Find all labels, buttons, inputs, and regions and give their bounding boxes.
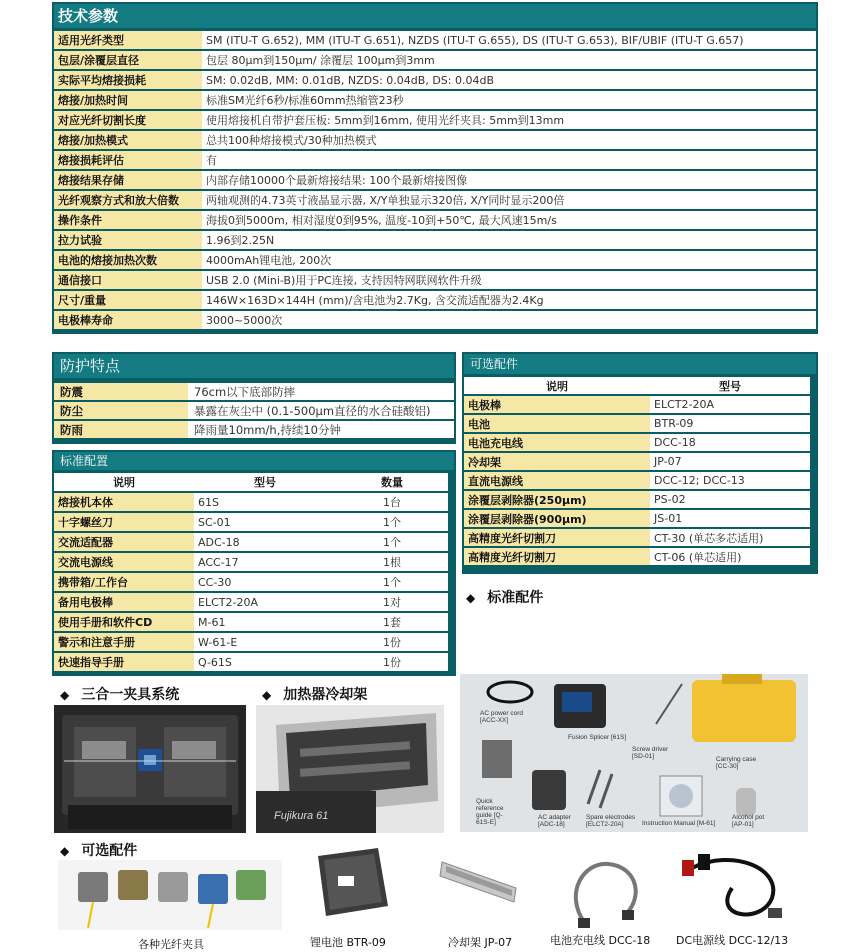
item-model: SC-01	[194, 513, 336, 531]
battery-photo	[312, 846, 392, 918]
spec-value: USB 2.0 (Mini-B)用于PC连接, 支持因特网联网软件升级	[202, 271, 816, 289]
clamps-caption: 各种光纤夹具	[138, 938, 204, 951]
table-row	[54, 533, 448, 551]
spec-value: 两轴观测的4.73英寸液晶显示器, X/Y单独显示320倍, X/Y同时显示200倍	[202, 191, 816, 209]
item-model: ELCT2-20A	[650, 396, 810, 413]
fiber-clamps-photo	[58, 860, 282, 930]
item-qty: 1台	[336, 493, 448, 511]
item-qty: 1个	[336, 533, 448, 551]
item-qty: 1份	[336, 633, 448, 651]
spec-row	[54, 151, 816, 169]
spec-title: 技术参数	[54, 4, 816, 28]
charge-cable-caption: 电池充电线 DCC-18	[550, 934, 651, 947]
table-row	[464, 415, 810, 432]
item-qty: 1根	[336, 553, 448, 571]
spec-table	[54, 29, 816, 331]
item-model: M-61	[194, 613, 336, 631]
item-name: 电池	[464, 415, 650, 432]
bullet-icon: ◆	[262, 688, 272, 702]
item-name: 使用手册和软件CD	[54, 613, 194, 631]
rack-caption: 冷却架 JP-07	[448, 936, 513, 949]
dc-cable-caption: DC电源线 DCC-12/13	[676, 934, 789, 947]
item-name: 交流电源线	[54, 553, 194, 571]
spec-row	[54, 51, 816, 69]
protection-title: 防护特点	[54, 354, 454, 378]
spec-label: 拉力试验	[54, 231, 202, 249]
item-qty: 1个	[336, 573, 448, 591]
kit-label-electrodes: Spare electrodes [ELCT2-20A]	[586, 814, 636, 828]
column-header: 说明	[54, 473, 194, 491]
protection-value: 暴露在灰尘中 (0.1-500μm直径的水合硅酸铝)	[188, 402, 454, 419]
item-model: PS-02	[650, 491, 810, 508]
table-header-row	[464, 377, 810, 394]
table-row	[54, 513, 448, 531]
optional-table	[464, 375, 810, 567]
item-model: ADC-18	[194, 533, 336, 551]
table-row	[54, 573, 448, 591]
spec-label: 操作条件	[54, 211, 202, 229]
table-row	[54, 633, 448, 651]
spec-label: 实际平均熔接损耗	[54, 71, 202, 89]
spec-value: 标准SM光纤6秒/标准60mm热缩管23秒	[202, 91, 816, 109]
spec-row	[54, 251, 816, 269]
item-name: 携带箱/工作台	[54, 573, 194, 591]
dc-cable-photo	[672, 848, 802, 930]
table-row	[464, 510, 810, 527]
item-name: 快速指导手册	[54, 653, 194, 671]
item-name: 电池充电线	[464, 434, 650, 451]
item-name: 十字螺丝刀	[54, 513, 194, 531]
spec-label: 包层/涂覆层直径	[54, 51, 202, 69]
item-name: 备用电极棒	[54, 593, 194, 611]
spec-value: 使用熔接机自带护套压板: 5mm到16mm, 使用光纤夹具: 5mm到13mm	[202, 111, 816, 129]
spec-label: 光纤观察方式和放大倍数	[54, 191, 202, 209]
clamp-system-photo	[54, 705, 246, 833]
kit-label-ac-cord: AC power cord [ACC-XX]	[480, 710, 523, 724]
table-row	[54, 593, 448, 611]
spec-row	[54, 291, 816, 309]
item-model: ACC-17	[194, 553, 336, 571]
protection-panel	[52, 352, 456, 444]
standard-accessories-heading: ◆ 标准配件	[466, 590, 544, 606]
table-row	[464, 491, 810, 508]
spec-value: 总共100种熔接模式/30种加热模式	[202, 131, 816, 149]
item-qty: 1对	[336, 593, 448, 611]
spec-value: 包层 80μm到150μm/ 涂覆层 100μm到3mm	[202, 51, 816, 69]
protection-table	[54, 381, 454, 440]
kit-label-adapter: AC adapter [ADC-18]	[538, 814, 571, 828]
kit-label-screwdriver: Screw driver [SD-01]	[632, 746, 669, 760]
standard-panel	[52, 450, 456, 676]
item-model: DCC-12; DCC-13	[650, 472, 810, 489]
spec-label: 熔接/加热时间	[54, 91, 202, 109]
spec-label: 熔接/加热模式	[54, 131, 202, 149]
spec-label: 通信接口	[54, 271, 202, 289]
item-model: JP-07	[650, 453, 810, 470]
item-name: 熔接机本体	[54, 493, 194, 511]
optional-accessories-heading: ◆ 可选配件	[60, 843, 138, 859]
heater-rack-photo	[256, 705, 444, 833]
spec-row	[54, 311, 816, 329]
brand-label: Fujikura 61	[274, 810, 329, 822]
spec-row	[54, 111, 816, 129]
spec-row	[54, 231, 816, 249]
spec-row	[54, 271, 816, 289]
spec-value: 146W×163D×144H (mm)/含电池为2.7Kg, 含交流适配器为2.4Kg	[202, 291, 816, 309]
optional-panel	[462, 352, 818, 574]
item-name: 涂覆层剥除器(900μm)	[464, 510, 650, 527]
item-name: 警示和注意手册	[54, 633, 194, 651]
item-qty: 1个	[336, 513, 448, 531]
spec-value: 内部存储10000个最新熔接结果: 100个最新熔接图像	[202, 171, 816, 189]
spec-value: SM (ITU-T G.652), MM (ITU-T G.651), NZDS (ITU-T G.655), DS (ITU-T G.653), BIF/UBIF (ITU-T G.657)	[202, 31, 816, 49]
table-row	[464, 548, 810, 565]
standard-table	[54, 471, 448, 673]
column-header: 型号	[194, 473, 336, 491]
table-row	[464, 529, 810, 546]
spec-label: 熔接损耗评估	[54, 151, 202, 169]
kit-label-splicer: Fusion Splicer [61S]	[568, 734, 627, 741]
kit-label-manual: Instruction Manual [M-61]	[642, 820, 716, 827]
charge-cable-photo	[564, 852, 650, 932]
spec-label: 熔接结果存储	[54, 171, 202, 189]
kit-label-alcohol: Alcohol pot [AP-01]	[732, 814, 765, 828]
item-name: 电极棒	[464, 396, 650, 413]
protection-value: 降雨量10mm/h,持续10分钟	[188, 421, 454, 438]
bullet-icon: ◆	[466, 591, 476, 605]
item-model: CC-30	[194, 573, 336, 591]
table-row	[54, 493, 448, 511]
protection-label: 防尘	[54, 402, 188, 419]
spec-row	[54, 131, 816, 149]
item-model: CT-30 (单芯多芯适用)	[650, 529, 810, 546]
column-header: 型号	[650, 377, 810, 394]
spec-row	[54, 31, 816, 49]
column-header: 说明	[464, 377, 650, 394]
protection-row	[54, 402, 454, 419]
heater-rack-heading: ◆ 加热器冷却架	[262, 687, 368, 703]
spec-row	[54, 71, 816, 89]
spec-row	[54, 211, 816, 229]
spec-value: 3000~5000次	[202, 311, 816, 329]
protection-row	[54, 421, 454, 438]
protection-value: 76cm以下底部防摔	[188, 383, 454, 400]
table-header-row	[54, 473, 448, 491]
protection-row	[54, 383, 454, 400]
item-model: Q-61S	[194, 653, 336, 671]
table-row	[54, 653, 448, 671]
table-row	[464, 434, 810, 451]
battery-caption: 锂电池 BTR-09	[310, 936, 386, 949]
table-row	[464, 396, 810, 413]
spec-value: SM: 0.02dB, MM: 0.01dB, NZDS: 0.04dB, DS: 0.04dB	[202, 71, 816, 89]
item-name: 高精度光纤切割刀	[464, 548, 650, 565]
item-model: 61S	[194, 493, 336, 511]
table-row	[54, 553, 448, 571]
spec-label: 尺寸/重量	[54, 291, 202, 309]
item-model: DCC-18	[650, 434, 810, 451]
spec-row	[54, 191, 816, 209]
item-model: CT-06 (单芯适用)	[650, 548, 810, 565]
spec-row	[54, 91, 816, 109]
spec-label: 电极棒寿命	[54, 311, 202, 329]
clamp-system-heading: ◆ 三合一夹具系统	[60, 687, 180, 703]
column-header: 数量	[336, 473, 448, 491]
item-name: 涂覆层剥除器(250μm)	[464, 491, 650, 508]
item-qty: 1套	[336, 613, 448, 631]
item-model: JS-01	[650, 510, 810, 527]
spec-label: 适用光纤类型	[54, 31, 202, 49]
spec-row	[54, 171, 816, 189]
item-model: ELCT2-20A	[194, 593, 336, 611]
bullet-icon: ◆	[60, 688, 70, 702]
item-name: 冷却架	[464, 453, 650, 470]
cooling-rack-photo	[438, 852, 522, 912]
item-model: BTR-09	[650, 415, 810, 432]
spec-label: 电池的熔接加热次数	[54, 251, 202, 269]
item-name: 交流适配器	[54, 533, 194, 551]
spec-label: 对应光纤切割长度	[54, 111, 202, 129]
spec-value: 有	[202, 151, 816, 169]
item-qty: 1份	[336, 653, 448, 671]
protection-label: 防雨	[54, 421, 188, 438]
item-name: 高精度光纤切割刀	[464, 529, 650, 546]
spec-value: 4000mAh锂电池, 200次	[202, 251, 816, 269]
spec-value: 1.96到2.25N	[202, 231, 816, 249]
spec-value: 海拔0到5000m, 相对湿度0到95%, 温度-10到+50℃, 最大风速15m/s	[202, 211, 816, 229]
standard-accessories-photo	[460, 674, 808, 832]
spec-panel	[52, 2, 818, 334]
table-row	[54, 613, 448, 631]
kit-label-guide: Quick reference guide [Q-61S-E]	[476, 798, 504, 826]
table-row	[464, 472, 810, 489]
table-row	[464, 453, 810, 470]
kit-label-case: Carrying case [CC-30]	[716, 756, 757, 770]
optional-title: 可选配件	[464, 354, 816, 374]
item-model: W-61-E	[194, 633, 336, 651]
bullet-icon: ◆	[60, 844, 70, 858]
standard-title: 标准配置	[54, 452, 454, 470]
protection-label: 防震	[54, 383, 188, 400]
item-name: 直流电源线	[464, 472, 650, 489]
